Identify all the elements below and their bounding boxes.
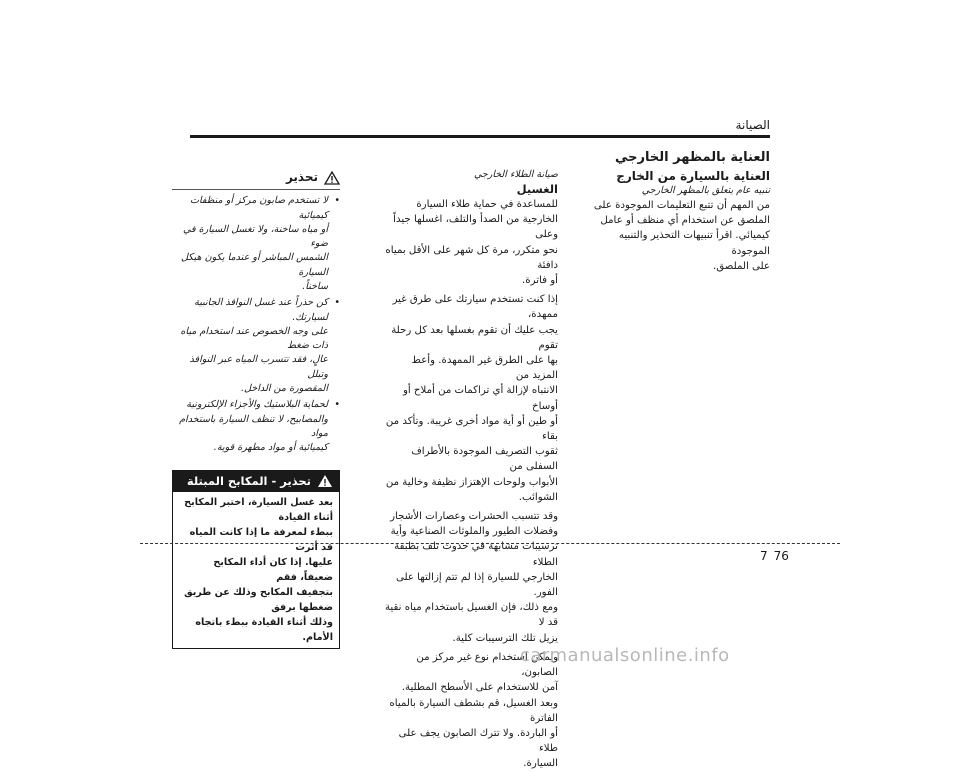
text-line: ويمكن استخدام نوع غير مركز من الصابون،: [416, 651, 558, 679]
caution-header: [172, 170, 340, 190]
warning-box-title: تحذير - المكابح المبتلة: [186, 473, 311, 488]
text-line: وبعد الغسيل، قم بشطف السيارة بالمياه الفاترة: [389, 697, 558, 724]
text-line: عالٍ، فقد تتسرب المياه عبر النوافذ وتبلل: [189, 354, 328, 380]
text-line: للمساعدة في حماية طلاء السيارة: [416, 199, 558, 210]
caution-item: [172, 398, 340, 455]
text-line: كيميائي. اقرأ تنبيهات التحذير والتنبيه الموجودة: [618, 230, 770, 257]
page-number-value: 76: [773, 549, 789, 563]
text-line: الملصق عن استخدام أي منظف أو عامل: [600, 215, 770, 227]
text-line: • كن حذراً عند غسل النوافذ الجانبية لسيارتك.: [194, 297, 328, 323]
text-line: الشوائب.: [518, 491, 558, 503]
text-line: • لحماية البلاستيك والأجزاء الإلكترونية: [186, 399, 328, 411]
text-line: أو الباردة. ولا تترك الصابون يجف على طلاء: [398, 727, 558, 755]
text-line: بعد غسل السيارة، اختبر المكابح أثناء القيادة: [184, 496, 333, 523]
caution-title: تحذير: [285, 170, 318, 184]
warning-box-header: [173, 471, 339, 492]
main-heading: العناية بالمظهر الخارجي: [615, 150, 770, 165]
wet-brakes-warning-box: [172, 470, 340, 649]
text-line: بها على الطرق غير الممهدة. وأعط المزيد من: [411, 355, 558, 382]
text-line: على الملصق.: [713, 260, 770, 272]
caution-item: [172, 296, 340, 396]
page-number: [760, 549, 795, 563]
right-paragraph: [580, 198, 770, 274]
text-line: وقد تتسبب الحشرات وعصارات الأشجار: [390, 511, 558, 523]
text-line: عليها. إذا كان أداء المكابح ضعيفاً، فقم: [213, 556, 333, 583]
warning-box-body: [173, 492, 339, 648]
washing-heading: الغسيل: [516, 182, 558, 196]
text-line: ومع ذلك، فإن الغسيل باستخدام مياه نقية قد لا: [384, 602, 558, 629]
text-line: • لا تستخدم صابون مركز أو منظفات كيميائية: [189, 195, 328, 221]
top-rule: [190, 135, 770, 138]
text-line: السيارة.: [523, 758, 558, 770]
text-line: الانتباه لإزالة أي تراكمات من أملاح أو أوساخ: [402, 385, 558, 412]
bottom-dashed-rule: [140, 543, 840, 544]
text-line: إذا كنت تستخدم سيارتك على طرق غير ممهدة،: [392, 294, 558, 321]
text-line: ترسيبات مشابهة في حدوث تلف بطبقة الطلاء: [394, 541, 558, 568]
washing-paragraph-3: [384, 509, 558, 646]
text-line: أو طين أو أية مواد أخرى غريبة. وتأكد من بقاء: [385, 415, 558, 443]
caution-triangle-icon: [324, 171, 340, 185]
caution-item: [172, 194, 340, 294]
text-line: من المهم أن تتبع التعليمات الموجودة على: [593, 200, 770, 211]
middle-column: [384, 168, 558, 772]
text-line: أو مياه ساخنة، ولا تغسل السيارة في ضوء: [182, 223, 328, 250]
text-line: يجب عليك أن تقوم بغسلها بعد كل رحلة تقوم: [391, 324, 558, 351]
text-line: بتجفيف المكابح وذلك عن طريق ضغطها برفق: [184, 586, 333, 613]
right-column: [580, 150, 770, 274]
text-line: أو فاترة.: [522, 275, 558, 287]
chapter-number: 7: [760, 549, 768, 563]
watermark-text: carmanualsonline.info: [520, 645, 730, 666]
section-title: الصيانة: [735, 118, 770, 132]
warning-triangle-icon: [317, 474, 333, 488]
text-line: الخارجي للسيارة إذا لم تتم إزالتها على الفور.: [395, 571, 558, 599]
sub-heading: العناية بالسيارة من الخارج: [616, 169, 770, 183]
sub-sub-heading: تنبيه عام يتعلق بالمظهر الخارجي: [641, 185, 770, 196]
text-line: وذلك أثناء القيادة ببطء باتجاه الأمام.: [195, 616, 333, 643]
text-line: نحو متكرر، مرة كل شهر على الأقل بمياه دافئة: [385, 244, 558, 271]
washing-paragraph-2: [384, 292, 558, 505]
left-column: [172, 170, 340, 649]
text-line: الأبواب ولوحات الإهتزاز نظيفة وخالية من: [385, 476, 558, 488]
text-line: آمن للاستخدام على الأسطح المطلية.: [401, 682, 558, 694]
text-line: ساخناً.: [302, 280, 328, 292]
text-line: كيميائية أو مواد مطهرة قوية.: [213, 442, 328, 454]
washing-paragraph-1: [384, 197, 558, 288]
text-line: وفضلات الطيور والملوثات الصناعية وأية: [390, 526, 558, 538]
text-line: يزيل تلك الترسيبات كلية.: [452, 632, 558, 644]
text-line: الشمس المباشر أو عندما يكون هيكل السيارة: [181, 252, 328, 278]
caution-list: [172, 194, 340, 455]
text-line: ثقوب التصريف الموجودة بالأطراف السفلى من: [411, 446, 558, 473]
text-line: ببطء لمعرفة ما إذا كانت المياه قد أثرت: [189, 526, 333, 553]
text-line: والمصابيح، لا تنظف السيارة باستخدام مواد: [179, 413, 328, 439]
paint-care-heading: صيانة الطلاء الخارجي: [473, 169, 558, 180]
text-line: المقصورة من الداخل.: [241, 383, 328, 395]
washing-paragraph-4: [384, 650, 558, 772]
text-line: الخارجية من الصدأ والتلف، اغسلها جيداً وعلى: [393, 214, 558, 241]
text-line: على وجه الخصوص عند استخدام مياه ذات ضغط: [180, 325, 328, 352]
